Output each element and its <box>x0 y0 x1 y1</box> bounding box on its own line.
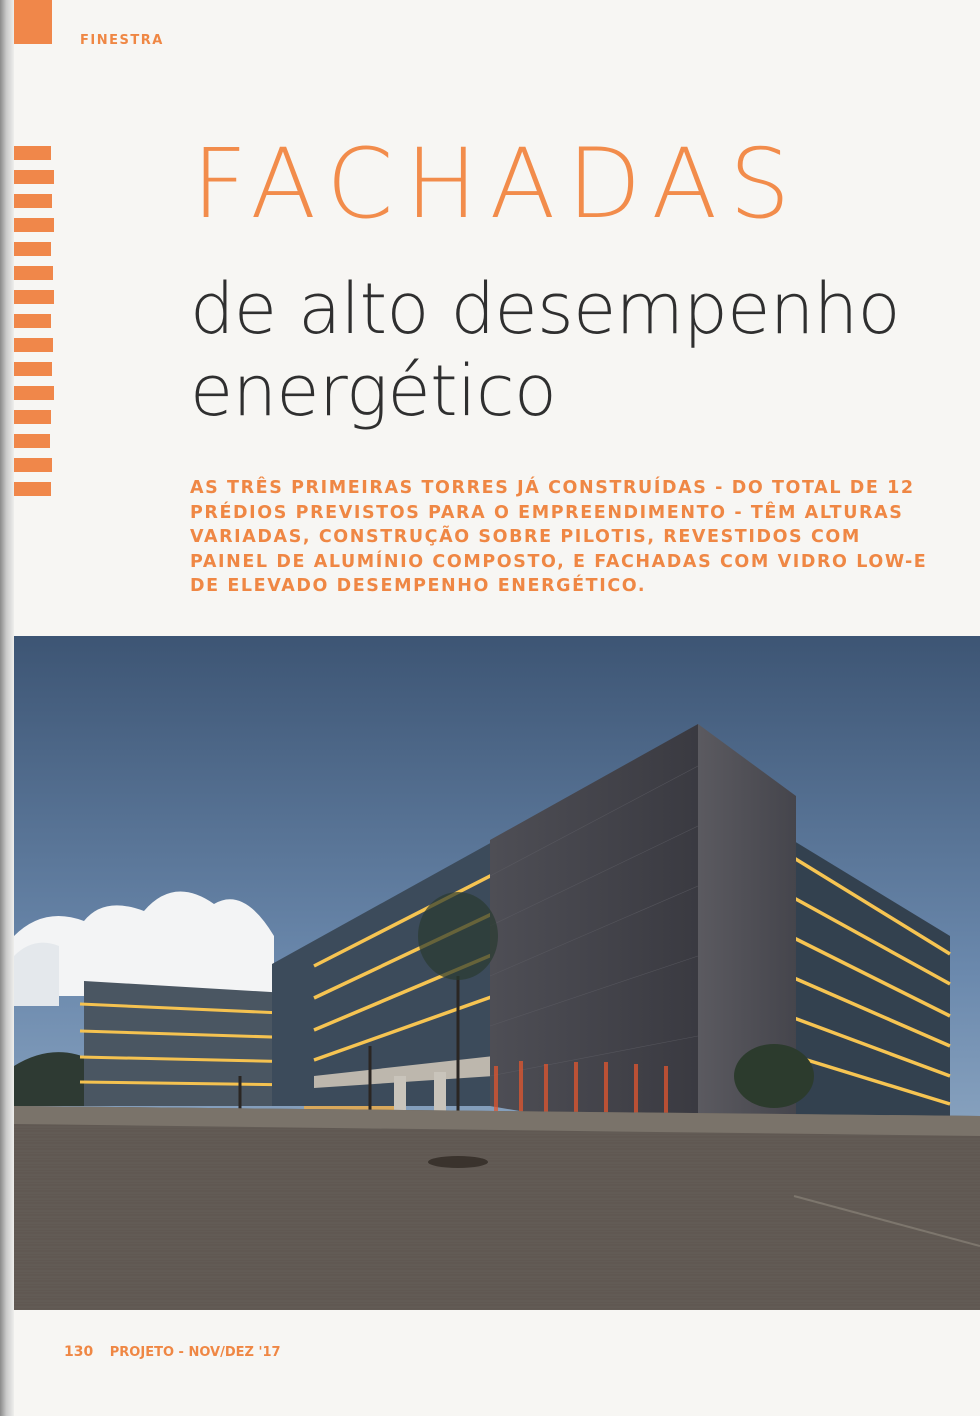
stripe <box>14 338 53 352</box>
publication-name: PROJETO <box>109 1345 174 1360</box>
headline-title: FACHADAS <box>192 128 803 240</box>
stripe <box>14 362 52 376</box>
stripe <box>14 290 54 304</box>
stripe <box>14 386 54 400</box>
stripe <box>14 194 52 208</box>
lead-paragraph: AS TRÊS PRIMEIRAS TORRES JÁ CONSTRUÍDAS - DO TOTAL DE 12 PRÉDIOS PREVISTOS PARA O EMPREENDIMENTO - TÊM ALTURAS VARIADAS, CONSTRUÇÃO SOBRE PILOTIS, REVESTIDOS COM PAINEL DE ALUMÍNIO COMPOSTO, E FACHADAS COM VIDRO LOW-E DE ELEVADO DESEMPENHO ENERGÉTICO. <box>190 478 928 596</box>
stripe <box>14 482 51 496</box>
headline-subtitle-line-1: de alto desempenho <box>190 268 900 350</box>
decorative-stripes <box>14 146 54 516</box>
stripe <box>14 434 50 448</box>
page-binding-shadow <box>0 0 14 1416</box>
page-footer <box>64 1344 281 1360</box>
stripe <box>14 218 54 232</box>
stripe <box>14 410 51 424</box>
stripe <box>14 314 51 328</box>
section-label: FINESTRA <box>80 33 164 48</box>
stripe <box>14 266 53 280</box>
stripe <box>14 170 54 184</box>
building-photo <box>14 636 980 1310</box>
page-number: 130 <box>64 1344 94 1360</box>
issue-date: NOV/DEZ '17 <box>188 1345 281 1360</box>
stripe <box>14 146 51 160</box>
section-color-tab <box>14 0 52 44</box>
stripe <box>14 458 52 472</box>
footer-separator: - <box>178 1345 189 1360</box>
stripe <box>14 242 51 256</box>
headline-subtitle-line-2: energético <box>190 350 557 432</box>
